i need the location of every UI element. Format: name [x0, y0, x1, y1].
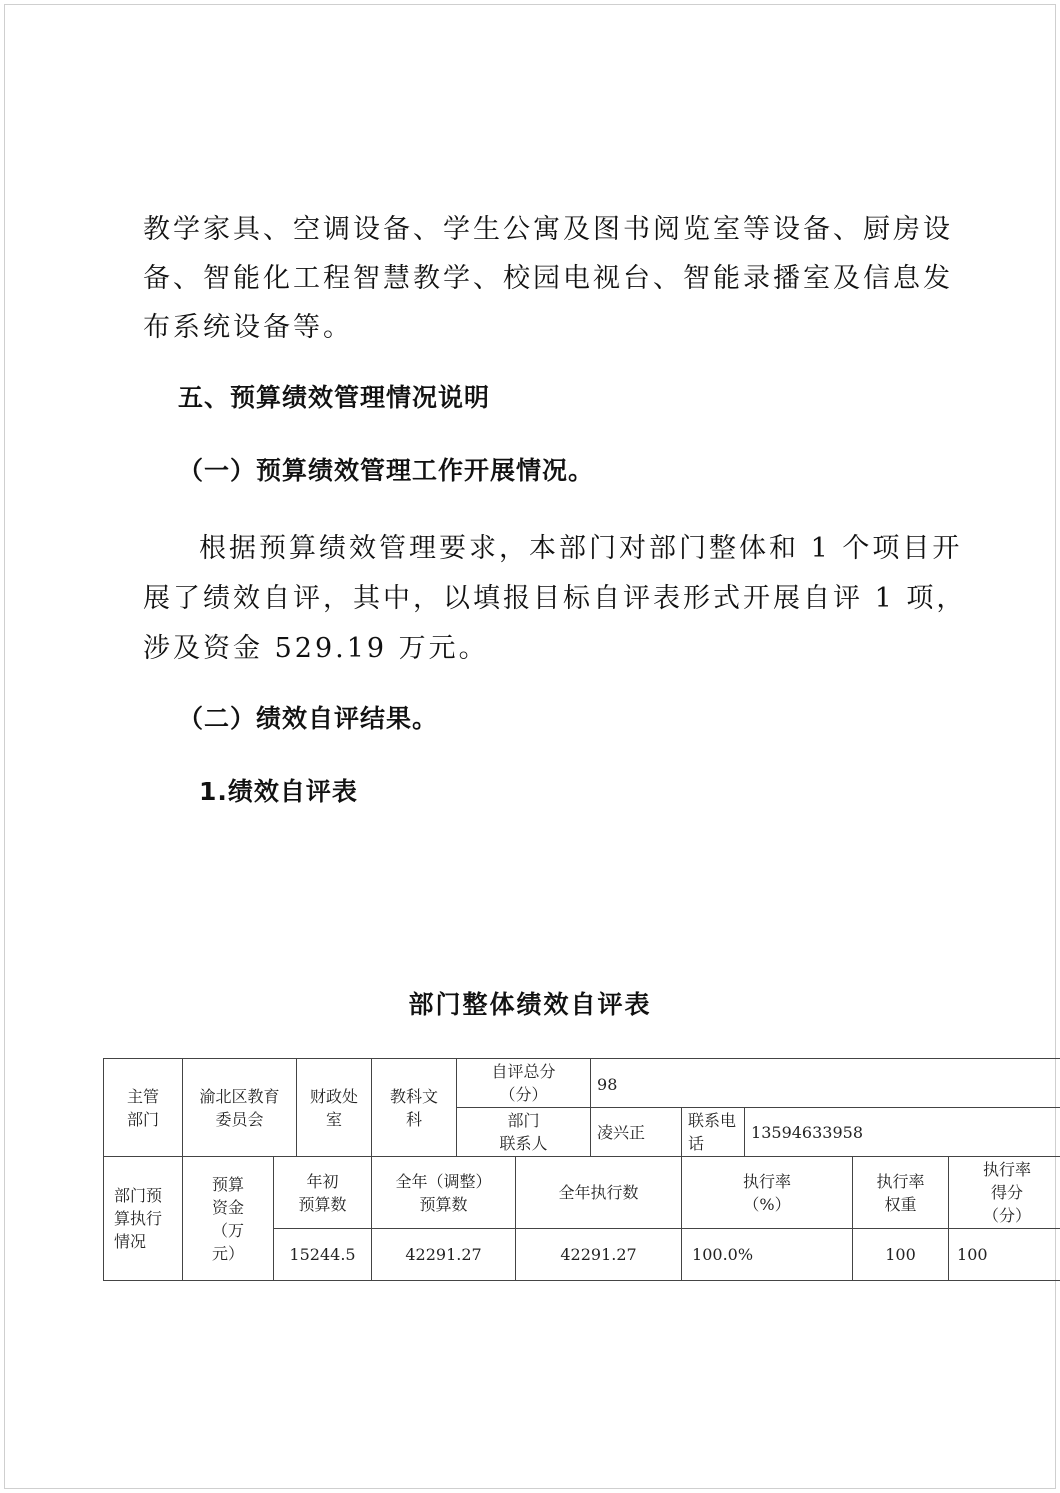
col-initial-text-2: 预算数 — [298, 1194, 347, 1214]
col-executed-header: 全年执行数 — [516, 1157, 682, 1229]
dept-label-text-1: 主管 — [126, 1086, 159, 1106]
contact-label-text-1: 部门 — [507, 1111, 540, 1130]
score-label-text-1: 自评总分 — [491, 1062, 556, 1081]
item-heading: 1.绩效自评表 — [199, 777, 358, 806]
val-initial-budget: 15244.5 — [274, 1229, 372, 1281]
budget-funds-label-text-3: （万 — [211, 1220, 244, 1240]
table-row — [104, 1157, 1060, 1229]
col-adjusted-text-2: 预算数 — [419, 1194, 468, 1214]
budget-row-label-text-3: 情况 — [114, 1232, 147, 1251]
subsection-heading-1: （一）预算绩效管理工作开展情况。 — [178, 456, 595, 485]
col-score-text-1: 执行率 — [983, 1160, 1032, 1179]
score-label-cell — [457, 1059, 591, 1108]
col-weight-header — [853, 1157, 949, 1229]
score-value-cell: 98 — [591, 1059, 1060, 1108]
budget-row-label-text-2: 算执行 — [114, 1209, 163, 1228]
contact-label-cell — [457, 1108, 591, 1157]
dept-value-cell — [183, 1059, 297, 1157]
intro-line-2: 备、智能化工程智慧教学、校园电视台、智能录播室及信息发 — [143, 263, 953, 294]
col-rate-text-2: （%） — [743, 1194, 791, 1214]
col-rate-text-1: 执行率 — [743, 1171, 792, 1191]
val-executed: 42291.27 — [516, 1229, 682, 1281]
intro-paragraph — [143, 205, 953, 352]
intro-line-3: 布系统设备等。 — [143, 312, 353, 343]
office-label-text-2: 室 — [326, 1109, 343, 1129]
col-initial-text-1: 年初 — [306, 1171, 339, 1191]
budget-funds-label-text-2: 资金 — [211, 1197, 244, 1217]
body-paragraph — [143, 524, 966, 674]
budget-funds-label-text-4: 元） — [211, 1243, 244, 1263]
val-execution-rate: 100.0% — [682, 1229, 853, 1281]
table-row — [104, 1059, 1060, 1108]
val-rate-score: 100 — [949, 1229, 1060, 1281]
budget-funds-label-text-1: 预算 — [211, 1174, 244, 1194]
col-adjusted-budget-header — [372, 1157, 516, 1229]
dept-value-text-1: 渝北区教育 — [199, 1086, 280, 1106]
col-score-text-2: 得分 — [991, 1183, 1024, 1202]
body-line-3: 涉及资金 529.19 万元。 — [143, 633, 489, 664]
performance-evaluation-table — [103, 1058, 1060, 1281]
contact-value-cell: 凌兴正 — [591, 1108, 682, 1157]
office-value-text-2: 科 — [406, 1109, 423, 1129]
col-score-header — [949, 1157, 1060, 1229]
val-rate-weight: 100 — [853, 1229, 949, 1281]
phone-label-cell: 联系电话 — [682, 1108, 745, 1157]
section-heading: 五、预算绩效管理情况说明 — [178, 383, 491, 412]
phone-value-cell: 13594633958 — [745, 1108, 1060, 1157]
budget-funds-label-cell — [183, 1157, 274, 1281]
col-weight-text-2: 权重 — [884, 1194, 917, 1214]
col-weight-text-1: 执行率 — [876, 1171, 925, 1191]
contact-label-text-2: 联系人 — [499, 1134, 548, 1153]
dept-label-cell — [104, 1059, 183, 1157]
col-rate-header — [682, 1157, 853, 1229]
val-adjusted-budget: 42291.27 — [372, 1229, 516, 1281]
table-title: 部门整体绩效自评表 — [408, 990, 652, 1019]
body-line-2: 展了绩效自评，其中，以填报目标自评表形式开展自评 1 项， — [143, 583, 967, 614]
col-adjusted-text-1: 全年（调整） — [395, 1171, 492, 1191]
score-label-text-2: （分） — [499, 1085, 548, 1104]
col-score-text-3: （分） — [983, 1206, 1032, 1225]
office-value-text-1: 教科文 — [390, 1086, 439, 1106]
col-initial-budget-header — [274, 1157, 372, 1229]
office-label-text-1: 财政处 — [310, 1086, 359, 1106]
office-value-cell — [372, 1059, 457, 1157]
dept-label-text-2: 部门 — [126, 1109, 159, 1129]
office-label-cell — [297, 1059, 372, 1157]
body-line-1: 根据预算绩效管理要求，本部门对部门整体和 1 个项目开 — [199, 533, 963, 564]
dept-value-text-2: 委员会 — [215, 1109, 264, 1129]
intro-line-1: 教学家具、空调设备、学生公寓及图书阅览室等设备、厨房设 — [143, 214, 953, 245]
budget-row-label-cell — [104, 1157, 183, 1281]
budget-row-label-text-1: 部门预 — [114, 1186, 163, 1205]
subsection-heading-2: （二）绩效自评结果。 — [178, 704, 439, 733]
